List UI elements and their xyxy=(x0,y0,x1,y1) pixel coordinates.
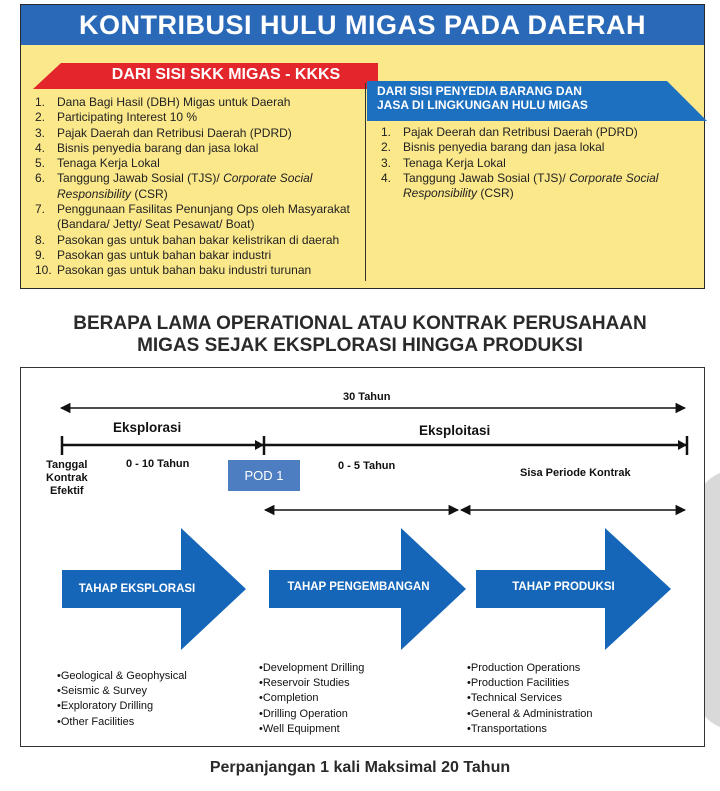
exploration-arrowhead xyxy=(255,440,264,450)
production-activities-list xyxy=(467,661,593,737)
item-number: 2. xyxy=(35,110,46,125)
exploration-activities-list xyxy=(57,669,187,730)
item-text: Pasokan gas untuk bahan bakar industri xyxy=(57,247,272,262)
item-number: 5. xyxy=(35,156,46,171)
right-column-header xyxy=(377,84,637,112)
contribution-item xyxy=(35,248,363,263)
item-text-suffix: (CSR) xyxy=(131,186,168,201)
exploitation-arrowhead xyxy=(678,440,687,450)
timeline-diagram xyxy=(20,367,705,747)
item-text: Pajak Daerah dan Retribusi Daerah (PDRD) xyxy=(57,125,292,140)
item-text: Bisnis penyedia barang dan jasa lokal xyxy=(57,140,259,155)
activity-item: • Drilling Operation xyxy=(259,707,364,722)
contribution-item xyxy=(381,140,701,155)
item-number: 4. xyxy=(35,140,46,155)
item-text: Pajak Deerah dan Retribusi Daerah (PDRD) xyxy=(403,125,638,139)
stage-label-production: TAHAP PRODUKSI xyxy=(512,581,615,593)
item-number: 10. xyxy=(35,263,52,278)
exploration-phase-label: Eksplorasi xyxy=(113,420,182,435)
activity-item: • Reservoir Studies xyxy=(259,676,364,691)
item-text: Tenaga Kerja Lokal xyxy=(57,156,160,171)
item-number: 2. xyxy=(381,140,392,155)
contribution-item xyxy=(35,263,363,278)
stage-label-development: TAHAP PENGEMBANGAN xyxy=(287,581,430,593)
item-text: Tanggung Jawab Sosial (TJS)/ xyxy=(403,170,570,185)
activity-item: • Well Equipment xyxy=(259,722,364,737)
section-heading-line-2: MIGAS SEJAK EKSPLORASI HINGGA PRODUKSI xyxy=(137,335,583,356)
item-text: Pasokan gas untuk bahan bakar kelistrikan di daerah xyxy=(57,232,340,247)
activity-item: • Completion xyxy=(259,691,364,706)
contract-start-line-3: Efektif xyxy=(49,485,84,497)
item-number: 3. xyxy=(381,155,392,170)
contribution-item xyxy=(35,126,363,141)
item-number: 1. xyxy=(381,125,392,139)
contribution-item xyxy=(381,156,701,171)
supplier-contribution-list xyxy=(381,125,701,201)
right-header-line-2: JASA DI LINGKUNGAN HULU MIGAS xyxy=(377,98,588,112)
contribution-item xyxy=(35,156,363,171)
activity-item: • Geological & Geophysical xyxy=(57,669,187,684)
item-text-suffix: (CSR) xyxy=(477,186,514,201)
panel-title: KONTRIBUSI HULU MIGAS PADA DAERAH xyxy=(21,5,704,45)
contribution-item xyxy=(35,110,363,125)
item-text: Bisnis penyedia barang dan jasa lokal xyxy=(403,140,605,155)
item-text: Pasokan gas untuk bahan baku industri turunan xyxy=(57,263,312,278)
contribution-panel xyxy=(20,4,705,289)
contribution-item xyxy=(381,125,701,140)
activity-item: • General & Administration xyxy=(467,707,593,722)
section-heading xyxy=(0,313,720,357)
remaining-period-label: Sisa Periode Kontrak xyxy=(520,467,631,479)
activity-item: • Other Facilities xyxy=(57,715,187,730)
skk-migas-contribution-list xyxy=(35,95,363,279)
contribution-item xyxy=(35,233,363,248)
item-text: Tanggung Jawab Sosial (TJS)/ xyxy=(57,171,224,186)
item-text: Participating Interest 10 % xyxy=(57,110,198,125)
right-header-line-1: DARI SISI PENYEDIA BARANG DAN xyxy=(377,84,582,98)
item-text-italic: Corporate Social Responsibility xyxy=(403,170,659,201)
activity-item: • Production Operations xyxy=(467,661,593,676)
activity-item: • Exploratory Drilling xyxy=(57,699,187,714)
activity-item: • Development Drilling xyxy=(259,661,364,676)
contract-start-line-2: Kontrak xyxy=(46,472,88,484)
item-number: 6. xyxy=(35,171,46,186)
exploration-range-label: 0 - 10 Tahun xyxy=(126,458,190,470)
development-activities-list xyxy=(259,661,364,737)
contribution-item xyxy=(35,202,363,233)
total-duration-label: 30 Tahun xyxy=(343,391,391,403)
activity-item: • Transportations xyxy=(467,722,593,737)
left-column-header: DARI SISI SKK MIGAS - KKKS xyxy=(111,66,341,83)
contract-start-line-1: Tanggal xyxy=(46,459,88,471)
item-text: Penggunaan Fasilitas Penunjang Ops oleh Masyarakat (Bandara/ Jetty/ Seat Pesawat/ Boat) xyxy=(57,202,350,232)
activity-item: • Production Facilities xyxy=(467,676,593,691)
item-text: Tenaga Kerja Lokal xyxy=(403,155,506,170)
development-range-label: 0 - 5 Tahun xyxy=(338,460,396,472)
contribution-item xyxy=(35,95,363,110)
item-number: 8. xyxy=(35,232,46,247)
item-number: 4. xyxy=(381,170,392,185)
item-number: 1. xyxy=(35,95,46,109)
section-heading-line-1: BERAPA LAMA OPERATIONAL ATAU KONTRAK PERUSAHAAN xyxy=(73,313,647,334)
item-number: 7. xyxy=(35,202,46,217)
pod-box: POD 1 xyxy=(228,460,300,491)
item-text-italic: Corporate Social Responsibility xyxy=(57,171,313,201)
item-text: Dana Bagi Hasil (DBH) Migas untuk Daerah xyxy=(57,95,291,109)
contribution-item xyxy=(381,171,701,202)
item-number: 9. xyxy=(35,247,46,262)
contract-start-label xyxy=(46,459,88,498)
activity-item: • Technical Services xyxy=(467,691,593,706)
stage-label-exploration: TAHAP EKSPLORASI xyxy=(78,583,196,595)
contribution-item xyxy=(35,141,363,156)
item-number: 3. xyxy=(35,125,46,140)
extension-note: Perpanjangan 1 kali Maksimal 20 Tahun xyxy=(209,759,511,776)
column-divider xyxy=(365,83,366,281)
contribution-item xyxy=(35,171,363,202)
activity-item: • Seismic & Survey xyxy=(57,684,187,699)
exploitation-phase-label: Eksploitasi xyxy=(419,423,491,438)
